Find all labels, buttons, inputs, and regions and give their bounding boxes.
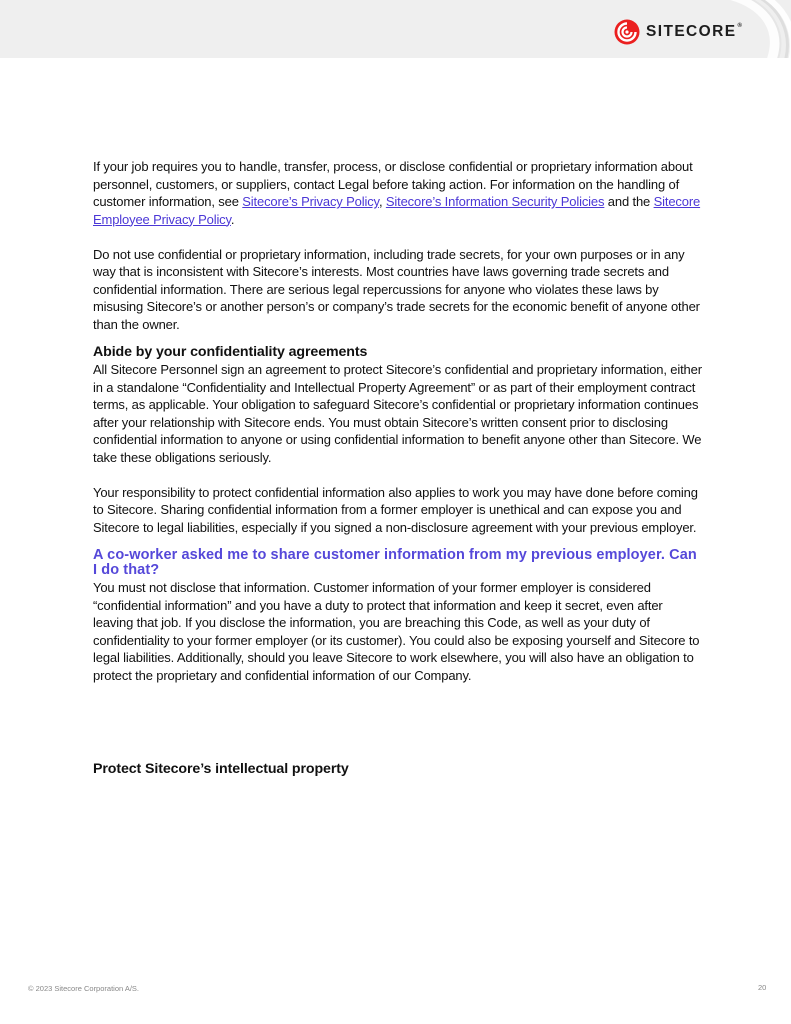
faq-answer: You must not disclose that information. Customer information of your former employer is considered “confidential information” and you have a duty to protect that information and keep it secret, even after leaving that job. If you disclose the information, you are breaching this Code, as well as your duty of confidentiality to your former employer (or its customer). You could also be exposing yourself and Sitecore to legal liabilities. Additionally, should you leave Sitecore to work elsewhere, you will also have an obligation to protect the proprietary and confidential information of our Company. xyxy=(93,580,700,683)
employee-privacy-policy-link[interactable]: Sitecore Employee Privacy Policy xyxy=(93,194,701,227)
section-heading-intellectual-property: Protect Sitecore’s intellectual property xyxy=(93,761,349,777)
brand-name: SITECORE® xyxy=(646,23,744,40)
page-header xyxy=(0,0,791,58)
confidentiality-paragraph: All Sitecore Personnel sign an agreement to protect Sitecore’s confidential and proprietary information, either in a standalone “Confidentiality and Intellectual Property Agreement” or as part of their employment contract terms, as applicable. Your obligation to safeguard Sitecore’s confidential or proprietary information continues after your relationship with Sitecore ends. You must obtain Sitecore’s written consent prior to disclosing confidential information to anyone or using confidential information to benefit anyone other than Sitecore. We take these obligations seriously. xyxy=(93,362,702,465)
page-number: 20 xyxy=(758,983,767,992)
sitecore-swirl-icon xyxy=(614,19,640,45)
section-heading-confidentiality: Abide by your confidentiality agreements xyxy=(93,344,368,360)
information-security-policies-link[interactable]: Sitecore’s Information Security Policies xyxy=(385,194,605,209)
trade-secrets-paragraph: Do not use confidential or proprietary information, including trade secrets, for your own purposes or in any way that is inconsistent with Sitecore’s interests. Most countries have laws governing trade secrets and confidential information. There are serious legal repercussions for anyone who violates these laws by misusing Sitecore’s or another person’s or company’s trade secrets for the economic benefit of anyone other than the owner. xyxy=(93,246,700,332)
main-content xyxy=(93,158,703,778)
privacy-policy-link[interactable]: Sitecore’s Privacy Policy xyxy=(242,194,379,209)
copyright-notice: © 2023 Sitecore Corporation A/S. xyxy=(28,984,140,993)
sitecore-logo xyxy=(614,19,743,45)
intro-paragraph: If your job requires you to handle, transfer, process, or disclose confidential or proprietary information about personnel, customers, or suppliers, contact Legal before taking action. For information on the handling of customer information, see Sitecore’s Privacy Policy, Sitecore’s Information Security Policies and the Sitecore Employee Privacy Policy. xyxy=(93,159,701,227)
former-employer-paragraph: Your responsibility to protect confidential information also applies to work you may have done before coming to Sitecore. Sharing confidential information from a former employer is unethical and can expose you and Sitecore to legal liabilities, especially if you signed a non-disclosure agreement with your previous employer. xyxy=(93,484,698,535)
faq-block xyxy=(93,548,703,684)
faq-question: A co-worker asked me to share customer information from my previous employer. Can I do that? xyxy=(93,547,697,578)
